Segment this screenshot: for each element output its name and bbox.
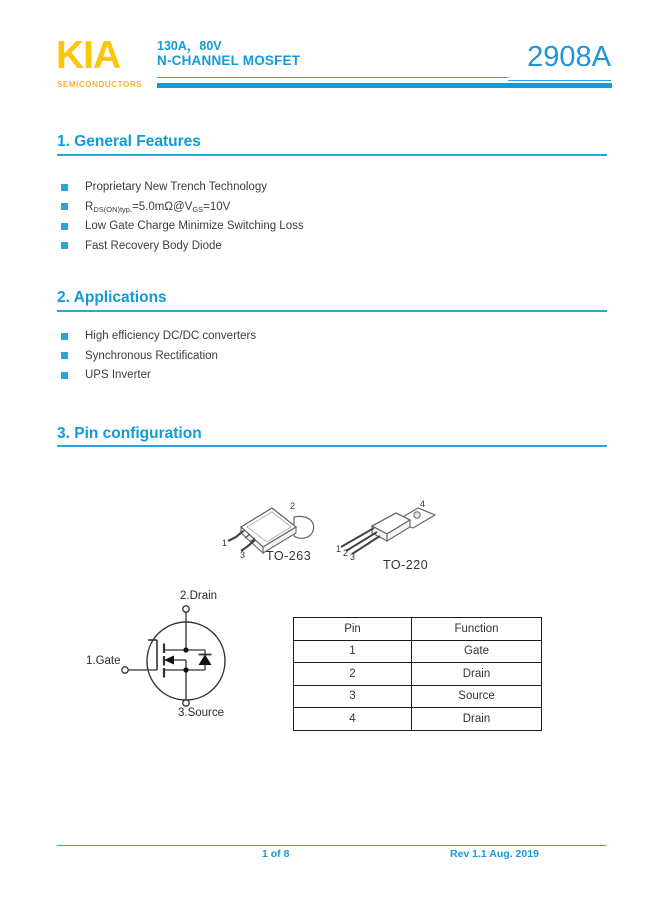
kia-logo: KIA [56, 34, 121, 77]
part-number: 2908A [527, 41, 611, 73]
table-cell-pin: 2 [294, 663, 412, 686]
feature-list-item: Fast Recovery Body Diode [61, 239, 222, 253]
application-list-item: Synchronous Rectification [61, 349, 218, 363]
table-row [294, 640, 542, 663]
to263-pin2-label: 2 [290, 501, 296, 511]
section-title-general-features: 1. General Features [57, 133, 201, 150]
table-cell-function: Drain [412, 708, 542, 731]
pin-function-table [293, 617, 542, 731]
section-title-pin-configuration: 3. Pin configuration [57, 425, 202, 442]
section-underline-2 [57, 310, 607, 312]
header-rule-thin-left [157, 77, 508, 78]
semiconductors-label: SEMICONDUCTORS [57, 80, 143, 89]
bullet-icon [61, 223, 68, 230]
table-row [294, 663, 542, 686]
source-label: 3.Source [178, 707, 225, 719]
application-list-item: High efficiency DC/DC converters [61, 329, 256, 343]
header-rule-thin-right [508, 80, 611, 81]
table-header-row [294, 618, 542, 641]
table-cell-pin: 4 [294, 708, 412, 731]
revision-label: Rev 1.1 Aug. 2019 [450, 848, 539, 860]
to-263-package-drawing [210, 490, 330, 575]
table-header-pin: Pin [294, 618, 412, 641]
page-indicator: 1 of 8 [262, 848, 290, 860]
to220-pin2-label: 2 [343, 548, 349, 558]
bullet-icon [61, 184, 68, 191]
drain-label: 2.Drain [180, 590, 218, 602]
table-row [294, 708, 542, 731]
table-cell-pin: 3 [294, 685, 412, 708]
bullet-icon [61, 352, 68, 359]
bullet-icon [61, 333, 68, 340]
bullet-icon [61, 203, 68, 210]
section-underline-3 [57, 445, 607, 447]
header-rule-thick [157, 83, 612, 88]
to263-pin1-label: 1 [222, 538, 228, 548]
section-title-applications: 2. Applications [57, 289, 167, 306]
table-row [294, 685, 542, 708]
application-list-item: UPS Inverter [61, 368, 151, 382]
feature-list-item-rds: $R_{DS(ON)typ.}=5.0m\Omega@V_{GS}=10V$ [61, 200, 230, 214]
to220-pin4-label: 4 [420, 499, 426, 509]
table-cell-function: Gate [412, 640, 542, 663]
bullet-icon [61, 372, 68, 379]
section-underline-1 [57, 154, 607, 156]
to220-pin3-label: 3 [350, 552, 356, 562]
table-cell-pin: 1 [294, 640, 412, 663]
bullet-icon [61, 242, 68, 249]
table-header-function: Function [412, 618, 542, 641]
gate-label: 1.Gate [86, 655, 121, 667]
to263-pin3-label: 3 [240, 550, 246, 560]
table-cell-function: Source [412, 685, 542, 708]
to220-pin1-label: 1 [336, 544, 342, 554]
to-220-package-drawing [320, 490, 450, 580]
table-cell-function: Drain [412, 663, 542, 686]
footer-rule [57, 845, 606, 846]
feature-list-item: Proprietary New Trench Technology [61, 180, 267, 194]
package-label-to263: TO-263 [266, 549, 312, 563]
rating-label: 130A，80V [157, 39, 222, 53]
feature-list-item: Low Gate Charge Minimize Switching Loss [61, 219, 304, 233]
device-type-label: N-CHANNEL MOSFET [157, 53, 301, 68]
package-label-to220: TO-220 [383, 558, 429, 572]
